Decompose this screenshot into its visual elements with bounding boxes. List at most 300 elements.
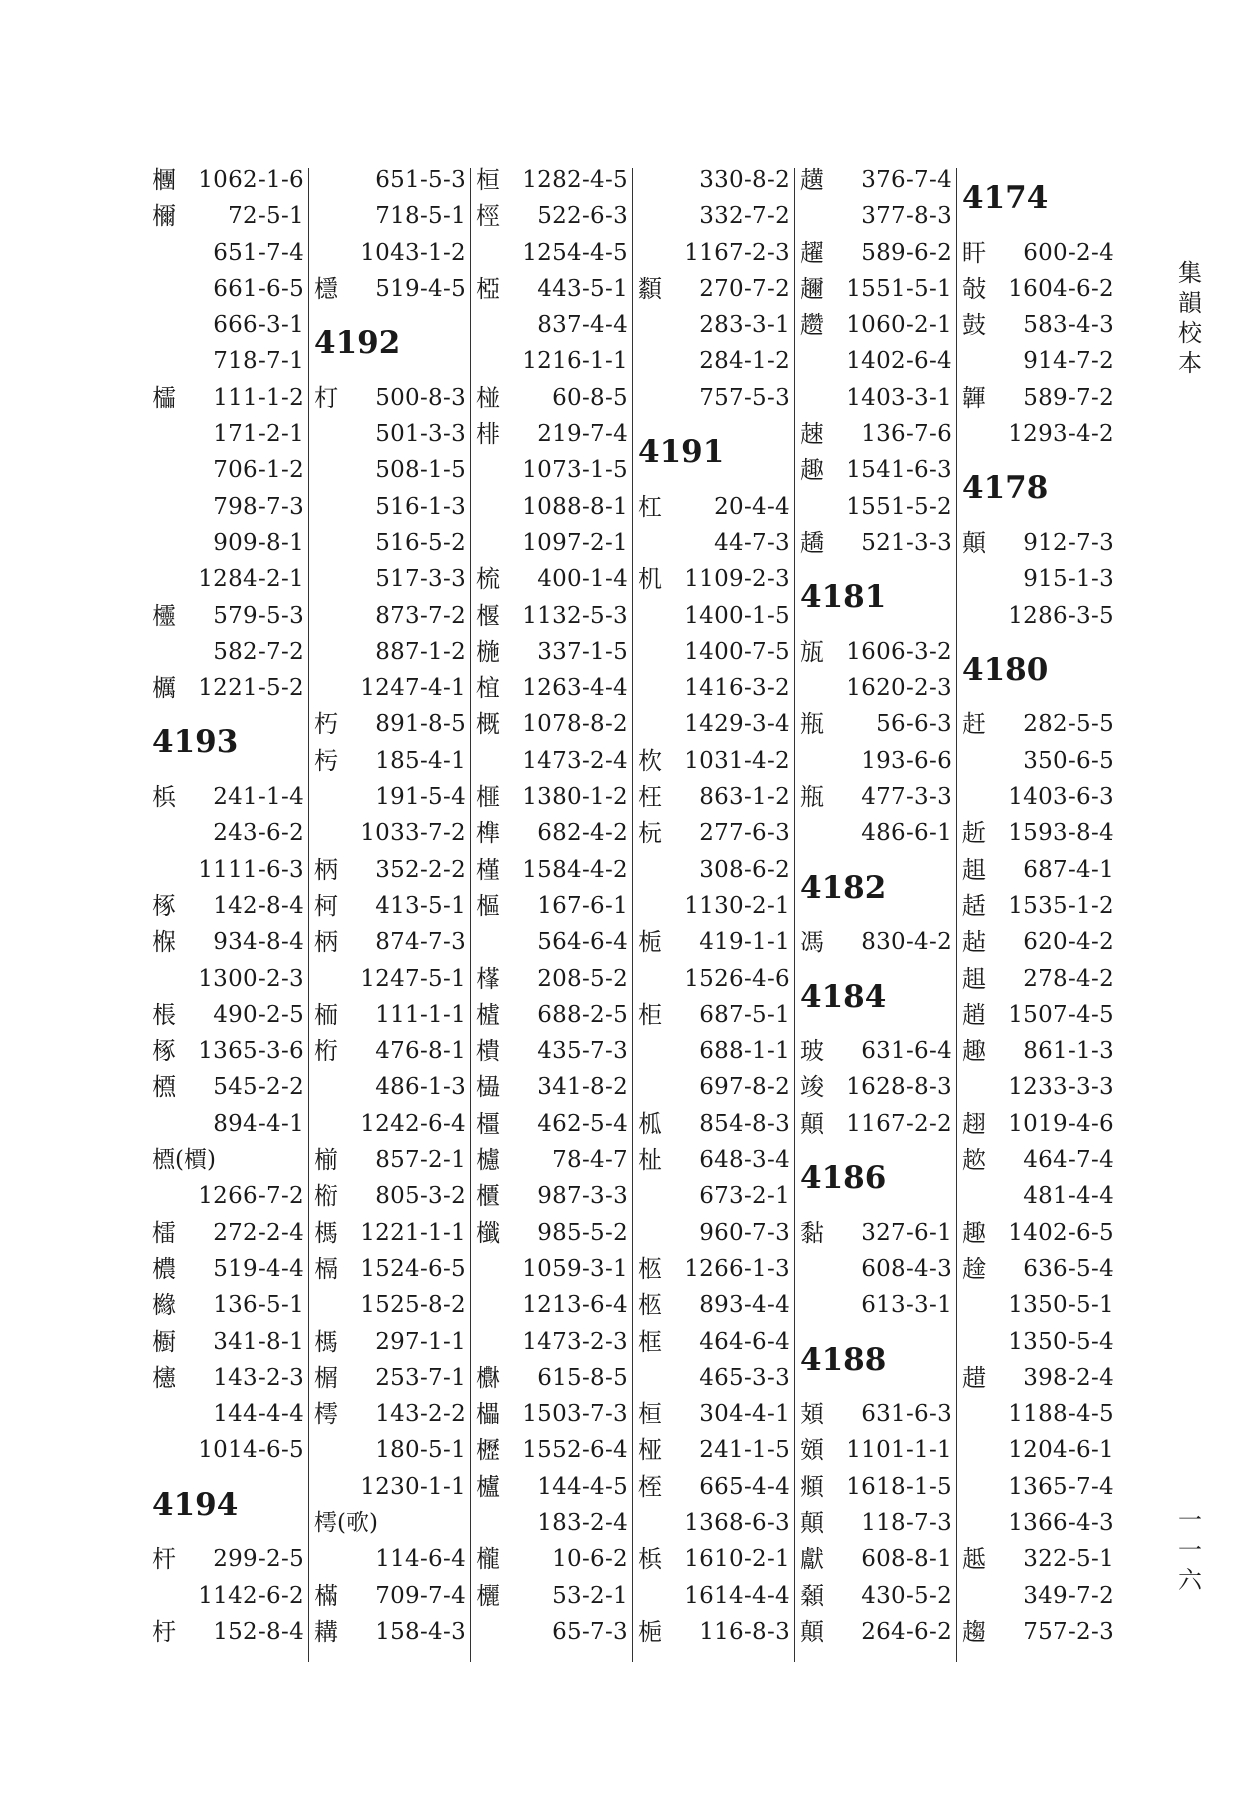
index-entry <box>958 1432 1118 1468</box>
entry-reference: 1551-5-1 <box>846 275 952 302</box>
entry-character: 椾 <box>314 1146 338 1175</box>
entry-reference: 613-3-1 <box>861 1292 952 1319</box>
index-entry <box>148 380 308 416</box>
entry-character: 棑 <box>476 420 500 449</box>
entry-reference: 337-1-5 <box>537 638 628 665</box>
index-entry <box>310 997 470 1033</box>
index-entry <box>634 1033 794 1069</box>
index-entry <box>148 852 308 888</box>
entry-reference: 341-8-2 <box>537 1074 628 1101</box>
index-entry <box>958 1614 1118 1650</box>
index-entry <box>796 1033 956 1069</box>
entry-character: 顛 <box>800 1109 824 1138</box>
index-entry <box>148 1033 308 1069</box>
entry-reference: 579-5-3 <box>213 602 304 629</box>
entry-reference: 805-3-2 <box>375 1183 466 1210</box>
entry-reference: 688-2-5 <box>537 1001 628 1028</box>
index-entry <box>310 1142 470 1178</box>
index-entry <box>796 1541 956 1577</box>
index-entry <box>958 525 1118 561</box>
entry-reference: 171-2-1 <box>213 421 304 448</box>
entry-reference: 516-5-2 <box>375 529 466 556</box>
entry-reference: 111-1-1 <box>375 1001 466 1028</box>
index-entry <box>310 162 470 198</box>
entry-character: 檑 <box>152 1218 176 1247</box>
entry-character: 赶 <box>962 710 986 739</box>
variant-entry <box>310 1505 470 1541</box>
entry-reference: 430-5-2 <box>861 1582 952 1609</box>
entry-reference: 648-3-4 <box>699 1147 790 1174</box>
entry-reference: 651-7-4 <box>213 239 304 266</box>
index-entry <box>148 307 308 343</box>
entry-character: 椸 <box>476 637 500 666</box>
index-entry <box>634 1541 794 1577</box>
entry-reference: 651-5-3 <box>375 167 466 193</box>
entry-reference: 874-7-3 <box>375 929 466 956</box>
entry-reference: 500-8-3 <box>375 384 466 411</box>
index-entry <box>796 1106 956 1142</box>
index-entry <box>472 779 632 815</box>
entry-reference: 1350-5-4 <box>1008 1328 1114 1355</box>
entry-reference: 341-8-1 <box>213 1328 304 1355</box>
entry-reference: 116-8-3 <box>699 1618 790 1645</box>
entry-character: 桎 <box>638 1472 662 1501</box>
index-entry <box>148 1578 308 1614</box>
variant-entry <box>148 1142 308 1178</box>
index-entry <box>796 1215 956 1251</box>
entry-reference: 1350-5-1 <box>1008 1292 1114 1319</box>
entry-character: 杆 <box>152 1545 176 1574</box>
index-entry <box>148 1432 308 1468</box>
index-entry <box>472 598 632 634</box>
index-entry <box>310 815 470 851</box>
index-entry <box>796 198 956 234</box>
index-entry <box>958 1505 1118 1541</box>
entry-character: 杠 <box>638 492 662 521</box>
index-entry <box>148 525 308 561</box>
entry-reference: 20-4-4 <box>714 493 790 520</box>
entry-reference: 443-5-1 <box>537 275 628 302</box>
index-entry <box>958 307 1118 343</box>
section-heading: 4182 <box>800 869 887 906</box>
entry-reference: 1593-8-4 <box>1008 820 1114 847</box>
entry-reference: 253-7-1 <box>375 1364 466 1391</box>
index-entry <box>634 380 794 416</box>
entry-character: 椬 <box>476 674 500 703</box>
index-entry <box>634 1287 794 1323</box>
index-entry <box>634 1614 794 1650</box>
index-entry <box>472 525 632 561</box>
section-heading: 4178 <box>962 470 1049 507</box>
entry-character: 檷 <box>152 202 176 231</box>
index-entry <box>310 598 470 634</box>
entry-character: 櫃 <box>476 1182 500 1211</box>
entry-reference: 861-1-3 <box>1023 1038 1114 1065</box>
entry-reference: 1429-3-4 <box>684 711 790 738</box>
index-entry <box>472 706 632 742</box>
entry-character: 栀 <box>638 928 662 957</box>
index-entry <box>958 1178 1118 1214</box>
index-entry <box>472 1324 632 1360</box>
entry-reference: 687-5-1 <box>699 1001 790 1028</box>
entry-character: 櫳 <box>476 1545 500 1574</box>
index-entry <box>958 997 1118 1033</box>
entry-reference: 462-5-4 <box>537 1110 628 1137</box>
index-entry <box>310 561 470 597</box>
entry-character: 杅 <box>152 1617 176 1646</box>
index-entry <box>148 416 308 452</box>
entry-character: 趄 <box>962 964 986 993</box>
entry-reference: 486-6-1 <box>861 820 952 847</box>
entry-reference: 665-4-4 <box>699 1473 790 1500</box>
index-entry <box>472 1469 632 1505</box>
entry-reference: 278-4-2 <box>1023 965 1114 992</box>
entry-reference: 1254-4-5 <box>522 239 628 266</box>
entry-character: 桠 <box>638 1436 662 1465</box>
entry-character: 檲 <box>152 166 176 194</box>
entry-character: 榪 <box>314 1327 338 1356</box>
index-entry <box>310 961 470 997</box>
index-entry <box>958 235 1118 271</box>
entry-reference: 167-6-1 <box>537 892 628 919</box>
entry-character: 椓 <box>152 891 176 920</box>
entry-character: 黏 <box>800 1218 824 1247</box>
index-entry <box>796 1469 956 1505</box>
entry-reference: 1293-4-2 <box>1008 421 1114 448</box>
section-heading: 4186 <box>800 1160 887 1197</box>
entry-reference: 72-5-1 <box>228 203 304 230</box>
entry-reference: 158-4-3 <box>375 1618 466 1645</box>
entry-reference: 322-5-1 <box>1023 1546 1114 1573</box>
index-entry <box>310 489 470 525</box>
entry-reference: 1284-2-1 <box>198 566 304 593</box>
entry-character: 欞 <box>152 601 176 630</box>
index-entry <box>472 852 632 888</box>
entry-character: 獻 <box>800 1545 824 1574</box>
entry-character: 樗 <box>314 1400 338 1429</box>
entry-character: 趰 <box>800 274 824 303</box>
entry-reference: 264-6-2 <box>861 1618 952 1645</box>
entry-character: 纇 <box>638 274 662 303</box>
index-entry <box>472 1287 632 1323</box>
entry-character: 梳 <box>476 565 500 594</box>
entry-character: 槿 <box>476 855 500 884</box>
entry-reference: 183-2-4 <box>537 1509 628 1536</box>
entry-reference: 1247-4-1 <box>360 675 466 702</box>
entry-reference: 1073-1-5 <box>522 457 628 484</box>
entry-character: 頞 <box>800 1436 824 1465</box>
entry-character: 盰 <box>962 238 986 267</box>
index-entry <box>148 343 308 379</box>
running-title: 集韻校本 <box>1178 259 1202 377</box>
index-entry <box>310 198 470 234</box>
entry-reference: 136-7-6 <box>861 421 952 448</box>
index-entry <box>310 888 470 924</box>
section-heading: 4174 <box>962 180 1049 216</box>
entry-reference: 718-7-1 <box>213 348 304 375</box>
index-entry <box>310 924 470 960</box>
entry-reference: 1263-4-4 <box>522 675 628 702</box>
entry-reference: 465-3-3 <box>699 1364 790 1391</box>
index-entry <box>472 888 632 924</box>
index-entry <box>958 1251 1118 1287</box>
entry-character: 櫼 <box>476 1218 500 1247</box>
entry-reference: 709-7-4 <box>375 1582 466 1609</box>
entry-reference: 332-7-2 <box>699 203 790 230</box>
index-entry <box>634 1396 794 1432</box>
entry-character: 趣 <box>962 1218 986 1247</box>
index-entry <box>310 1324 470 1360</box>
entry-character: 杬 <box>638 819 662 848</box>
entry-reference: 270-7-2 <box>699 275 790 302</box>
entry-character: 椪 <box>476 383 500 412</box>
index-entry <box>634 271 794 307</box>
entry-character: 櫺 <box>152 383 176 412</box>
index-entry <box>310 416 470 452</box>
entry-character: 梔 <box>638 1617 662 1646</box>
entry-character: 櫪 <box>476 1436 500 1465</box>
entry-character: 概 <box>476 710 500 739</box>
entry-character: 柄 <box>314 855 338 884</box>
entry-reference: 330-8-2 <box>699 167 790 193</box>
index-entry <box>472 1505 632 1541</box>
entry-character: 櫖 <box>476 1146 500 1175</box>
entry-character: 柧 <box>638 1109 662 1138</box>
entry-reference: 142-8-4 <box>213 892 304 919</box>
entry-reference: 1247-5-1 <box>360 965 466 992</box>
index-entry <box>958 779 1118 815</box>
entry-character: 玻 <box>800 1037 824 1066</box>
entry-character: 杇 <box>314 746 338 775</box>
index-entry <box>472 271 632 307</box>
entry-reference: 914-7-2 <box>1023 348 1114 375</box>
entry-reference: 620-4-2 <box>1023 929 1114 956</box>
index-entry <box>958 743 1118 779</box>
index-entry <box>958 924 1118 960</box>
entry-reference: 308-6-2 <box>699 856 790 883</box>
entry-character: 杫 <box>638 1146 662 1175</box>
index-entry <box>472 1178 632 1214</box>
index-entry <box>472 924 632 960</box>
index-entry <box>634 670 794 706</box>
index-entry <box>634 779 794 815</box>
index-entry <box>634 1106 794 1142</box>
index-entry <box>958 1360 1118 1396</box>
index-entry <box>472 198 632 234</box>
index-entry <box>310 1287 470 1323</box>
entry-reference: 376-7-4 <box>861 167 952 193</box>
entry-reference: 1400-1-5 <box>684 602 790 629</box>
entry-reference: 1078-8-2 <box>522 711 628 738</box>
entry-character: 榧 <box>476 783 500 812</box>
entry-reference: 1060-2-1 <box>846 312 952 339</box>
entry-reference: 798-7-3 <box>213 493 304 520</box>
index-entry <box>472 1432 632 1468</box>
index-entry <box>310 670 470 706</box>
index-entry <box>796 1069 956 1105</box>
entry-reference: 1628-8-3 <box>846 1074 952 1101</box>
entry-reference: 1551-5-2 <box>846 493 952 520</box>
entry-character: 敧 <box>962 274 986 303</box>
index-entry <box>472 997 632 1033</box>
entry-reference: 706-1-2 <box>213 457 304 484</box>
index-entry <box>148 1178 308 1214</box>
index-entry <box>958 380 1118 416</box>
entry-reference: 377-8-3 <box>861 203 952 230</box>
entry-reference: 985-5-2 <box>537 1219 628 1246</box>
entry-character: 耩 <box>314 1617 338 1646</box>
entry-reference: 854-8-3 <box>699 1110 790 1137</box>
entry-character: 榍 <box>314 1363 338 1392</box>
entry-reference: 519-4-4 <box>213 1255 304 1282</box>
entry-reference: 661-6-5 <box>213 275 304 302</box>
entry-reference: 682-4-2 <box>537 820 628 847</box>
index-entry <box>958 888 1118 924</box>
entry-reference: 1473-2-4 <box>522 747 628 774</box>
index-entry <box>472 380 632 416</box>
entry-character: 欐 <box>476 1581 500 1610</box>
index-entry <box>310 1432 470 1468</box>
index-entry <box>634 997 794 1033</box>
entry-reference: 241-1-5 <box>699 1437 790 1464</box>
index-entry <box>796 162 956 198</box>
index-entry <box>634 1578 794 1614</box>
section-heading: 4180 <box>962 651 1049 688</box>
index-entry <box>796 1578 956 1614</box>
index-entry <box>148 1614 308 1650</box>
entry-character: 趣 <box>800 456 824 485</box>
entry-character: 槅 <box>314 1254 338 1283</box>
entry-character: 櫑 <box>476 1400 500 1429</box>
entry-character: 趛 <box>962 1254 986 1283</box>
entry-reference: 1101-1-1 <box>846 1437 952 1464</box>
index-entry <box>472 1541 632 1577</box>
variant-note: 樗(㰤) <box>314 1509 378 1536</box>
index-entry <box>796 525 956 561</box>
entry-character: 榫 <box>476 819 500 848</box>
entry-reference: 144-4-4 <box>213 1401 304 1428</box>
entry-reference: 1525-8-2 <box>360 1292 466 1319</box>
index-entry <box>958 561 1118 597</box>
entry-reference: 583-4-3 <box>1023 312 1114 339</box>
entry-character: 趪 <box>800 166 824 194</box>
index-entry <box>796 1251 956 1287</box>
entry-reference: 1604-6-2 <box>1008 275 1114 302</box>
entry-reference: 1216-1-1 <box>522 348 628 375</box>
entry-reference: 1286-3-5 <box>1008 602 1114 629</box>
column-divider <box>632 168 633 1662</box>
entry-reference: 600-2-4 <box>1023 239 1114 266</box>
entry-reference: 673-2-1 <box>699 1183 790 1210</box>
entry-reference: 1088-8-1 <box>522 493 628 520</box>
entry-reference: 398-2-4 <box>1023 1364 1114 1391</box>
entry-reference: 1368-6-3 <box>684 1509 790 1536</box>
index-entry <box>958 1287 1118 1323</box>
index-entry <box>472 1396 632 1432</box>
index-entry <box>310 1541 470 1577</box>
index-entry <box>148 598 308 634</box>
entry-character: 椼 <box>314 1182 338 1211</box>
index-entry <box>634 815 794 851</box>
entry-reference: 1230-1-1 <box>360 1473 466 1500</box>
index-entry <box>148 1360 308 1396</box>
entry-reference: 143-2-2 <box>375 1401 466 1428</box>
index-entry <box>796 815 956 851</box>
entry-reference: 1473-2-3 <box>522 1328 628 1355</box>
index-entry <box>958 598 1118 634</box>
index-entry <box>310 1469 470 1505</box>
index-entry <box>472 1033 632 1069</box>
index-entry <box>472 961 632 997</box>
index-entry <box>148 561 308 597</box>
index-entry <box>472 162 632 198</box>
entry-reference: 718-5-1 <box>375 203 466 230</box>
index-entry <box>310 1396 470 1432</box>
index-entry <box>148 815 308 851</box>
entry-reference: 1062-1-6 <box>198 167 304 193</box>
entry-character: 趐 <box>962 1109 986 1138</box>
entry-reference: 1266-7-2 <box>198 1183 304 1210</box>
entry-reference: 283-3-1 <box>699 312 790 339</box>
entry-character: 柩 <box>638 1291 662 1320</box>
entry-reference: 1366-4-3 <box>1008 1509 1114 1536</box>
index-entry <box>148 198 308 234</box>
section-heading: 4194 <box>152 1486 239 1523</box>
index-entry <box>958 416 1118 452</box>
index-entry <box>472 815 632 851</box>
entry-character: 椓 <box>152 1037 176 1066</box>
index-entry <box>634 1505 794 1541</box>
index-entry <box>310 1069 470 1105</box>
entry-character: 枉 <box>638 783 662 812</box>
entry-reference: 1606-3-2 <box>846 638 952 665</box>
entry-reference: 1097-2-1 <box>522 529 628 556</box>
entry-reference: 915-1-3 <box>1023 566 1114 593</box>
index-entry <box>310 271 470 307</box>
entry-reference: 1130-2-1 <box>684 892 790 919</box>
index-entry <box>796 924 956 960</box>
entry-reference: 1142-6-2 <box>198 1582 304 1609</box>
entry-character: 樞 <box>476 891 500 920</box>
index-entry <box>472 452 632 488</box>
entry-reference: 522-6-3 <box>537 203 628 230</box>
entry-reference: 687-4-1 <box>1023 856 1114 883</box>
entry-reference: 241-1-4 <box>213 784 304 811</box>
index-entry <box>148 924 308 960</box>
entry-character: 瓶 <box>800 710 824 739</box>
index-entry <box>634 343 794 379</box>
entry-reference: 615-8-5 <box>537 1364 628 1391</box>
entry-reference: 1213-6-4 <box>522 1292 628 1319</box>
index-entry <box>796 271 956 307</box>
index-entry <box>472 561 632 597</box>
entry-reference: 284-1-2 <box>699 348 790 375</box>
entry-character: 趯 <box>800 238 824 267</box>
entry-reference: 136-5-1 <box>213 1292 304 1319</box>
entry-reference: 114-6-4 <box>375 1546 466 1573</box>
entry-reference: 517-3-3 <box>375 566 466 593</box>
index-entry <box>310 779 470 815</box>
index-entry <box>148 452 308 488</box>
entry-reference: 327-6-1 <box>861 1219 952 1246</box>
entry-character: 檼 <box>314 274 338 303</box>
section-heading: 4188 <box>800 1341 887 1378</box>
entry-character: 趑 <box>962 1146 986 1175</box>
index-entry <box>148 634 308 670</box>
index-entry <box>310 634 470 670</box>
entry-reference: 185-4-1 <box>375 747 466 774</box>
entry-reference: 636-5-4 <box>1023 1255 1114 1282</box>
